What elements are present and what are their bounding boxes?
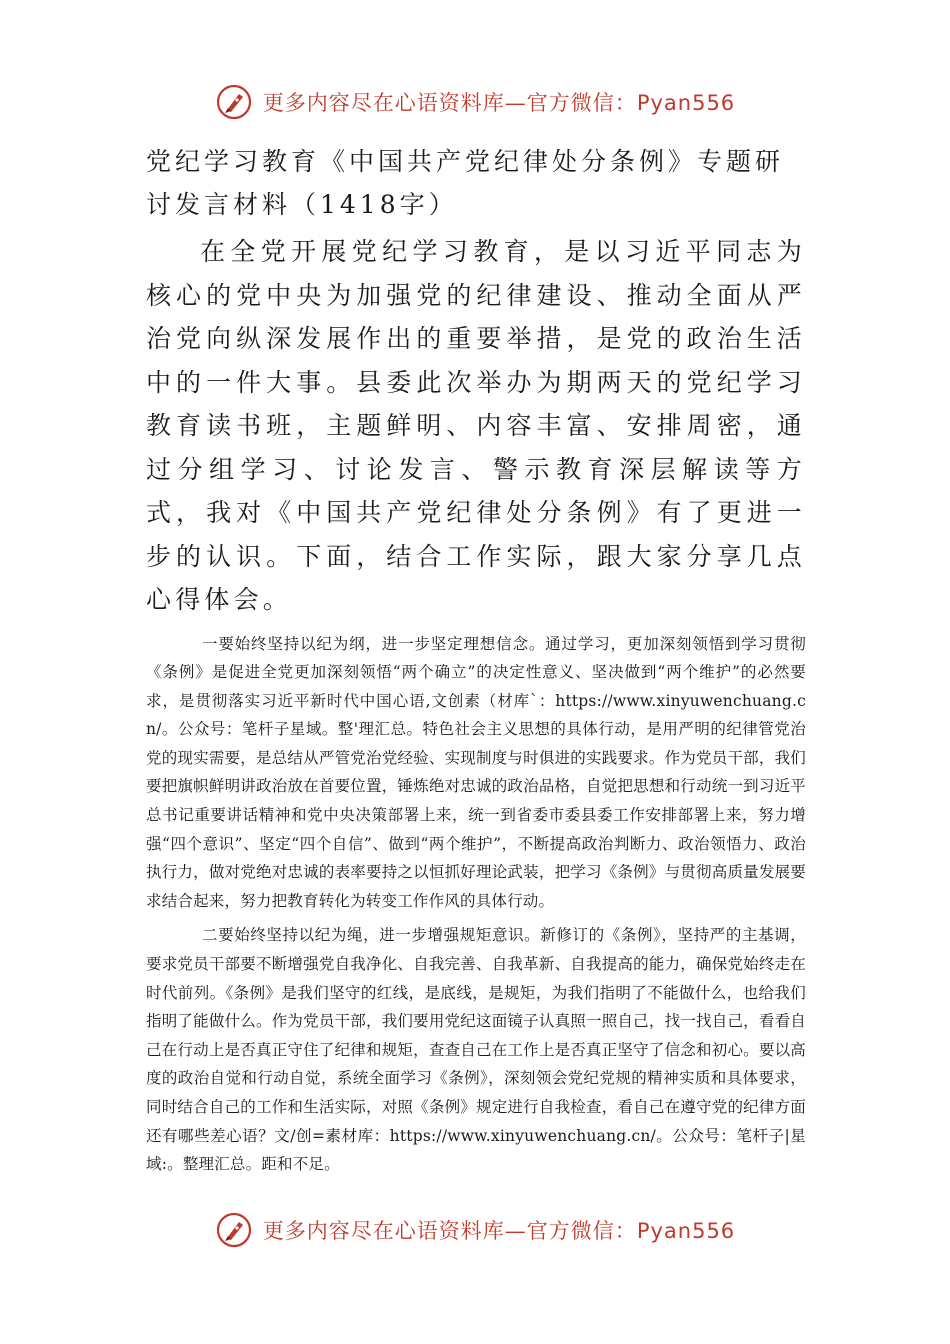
lead-paragraph: 在全党开展党纪学习教育，是以习近平同志为核心的党中央为加强党的纪律建设、推动全面从严治党向纵深发展作出的重要举措，是党的政治生活中的一件大事。县委此次举办为期两天的党纪学习教育读书班，主题鲜明、内容丰富、安排周密，通过分组学习、讨论发言、警示教育深层解读等方式，我对《中国共产党纪律处分条例》有了更进一步的认识。下面，结合工作实际，跟大家分享几点心得体会。 <box>146 237 806 614</box>
document-title: 党纪学习教育《中国共产党纪律处分条例》专题研讨发言材料（1418字） <box>146 147 785 219</box>
banner-label: 更多内容尽在心语资料库—官方微信： <box>262 1219 637 1243</box>
banner-label: 更多内容尽在心语资料库—官方微信： <box>262 91 637 115</box>
paragraph-1: 一要始终坚持以纪为纲，进一步坚定理想信念。通过学习，更加深刻领悟到学习贯彻《条例》是促进全党更加深刻领悟“两个确立”的决定性意义、坚决做到“两个维护”的必然要求，是贯彻落实习近平新时代中国心语,文创素（材库`：https://www.xinyuwenchuang.cn/。公众号：笔杆子星域。整'理汇总。特色社会主义思想的具体行动，是用严明的纪律管党治党的现实需要，是总结从严管党治党经验、实现制度与时俱进的实践要求。作为党员干部，我们要把旗帜鲜明讲政治放在首要位置，锤炼绝对忠诚的政治品格，自觉把思想和行动统一到习近平总书记重要讲话精神和党中央决策部署上来，统一到省委市委县委工作安排部署上来，努力增强“四个意识”、坚定“四个自信”、做到“两个维护”，不断提高政治判断力、政治领悟力、政治执行力，做对党绝对忠诚的表率要持之以恒抓好理论武装，把学习《条例》与贯彻高质量发展要求结合起来，努力把教育转化为转变工作作风的具体行动。 <box>146 634 806 910</box>
wechat-id: Pyan556 <box>636 91 736 115</box>
footer-banner <box>0 1208 950 1252</box>
paragraph-2: 二要始终坚持以纪为绳，进一步增强规矩意识。新修订的《条例》，坚持严的主基调，要求党员干部要不断增强党自我净化、自我完善、自我革新、自我提高的能力，确保党始终走在时代前列。《条例》是我们坚守的红线，是底线，是规矩，为我们指明了不能做什么，也给我们指明了能做什么。作为党员干部，我们要用党纪这面镜子认真照一照自己，找一找自己，看看自己在行动上是否真正守住了纪律和规矩，查查自己在工作上是否真正坚守了信念和初心。要以高度的政治自觉和行动自觉，系统全面学习《条例》，深刻领会党纪党规的精神实质和具体要求，同时结合自己的工作和生活实际，对照《条例》规定进行自我检查，看自己在遵守党的纪律方面还有哪些差心语？文/创=素材库：https://www.xinyuwenchuang.cn/。公众号：笔杆子|星域:。整理汇总。距和不足。 <box>146 926 806 1174</box>
banner-text <box>263 87 735 117</box>
pen-nib-logo-icon <box>215 1211 253 1249</box>
pen-nib-logo-icon <box>215 83 253 121</box>
document-body <box>146 140 806 1179</box>
wechat-id: Pyan556 <box>636 1219 736 1243</box>
header-banner <box>0 80 950 124</box>
banner-text <box>263 1215 735 1245</box>
